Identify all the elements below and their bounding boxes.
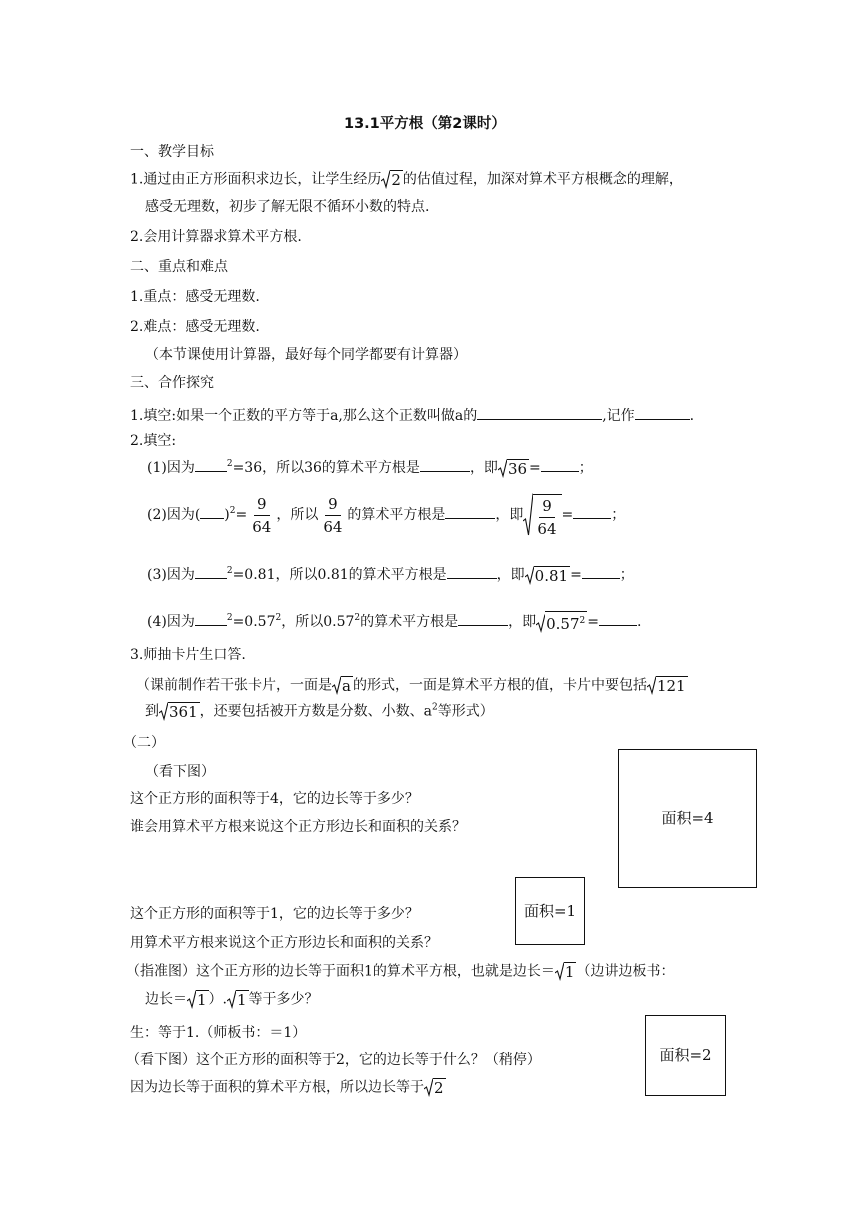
radical-sign-icon — [424, 1078, 433, 1097]
question-2-item-3 — [147, 565, 634, 585]
text-segment: 的形式，一面是算术平方根的值，卡片中要包括 — [352, 677, 647, 694]
radicand: a — [342, 677, 351, 695]
radical-sign-icon — [523, 493, 533, 537]
sqrt-expression — [536, 611, 587, 633]
exponent: 2 — [226, 566, 233, 576]
calculator-note: （本节课使用计算器，最好每个同学都要有计算器） — [145, 347, 467, 363]
text-segment: =36，所以36的算术平方根是 — [232, 460, 420, 476]
sqrt-expression — [523, 493, 561, 537]
text-segment: = — [587, 614, 599, 630]
question-2-item-1 — [147, 458, 593, 478]
radicand: 361 — [169, 703, 198, 721]
denominator: 64 — [323, 517, 343, 536]
question-2-item-2 — [147, 493, 625, 537]
square-area-1 — [515, 877, 585, 945]
question-3-note-line2 — [145, 702, 494, 721]
text-segment: . — [689, 408, 695, 424]
text-segment: ，即 — [495, 507, 524, 523]
sqrt-expression — [555, 962, 577, 981]
look-below-note: （看下图） — [145, 764, 215, 780]
answer-blank — [541, 458, 579, 472]
text-segment: 等形式） — [437, 703, 494, 720]
answer-blank — [635, 406, 690, 420]
text-segment: (2)因为( — [147, 507, 201, 523]
square-2-question: （看下图）这个正方形的面积等于2，它的边长等于什么？（稍停） — [126, 1052, 541, 1068]
exponent: 2 — [432, 702, 438, 713]
radical-sign-icon — [187, 990, 196, 1009]
answer-blank — [195, 612, 227, 626]
question-3: 3.师抽卡片生口答. — [130, 647, 246, 663]
key-point-1: 1.重点：感受无理数. — [130, 289, 260, 305]
fraction — [534, 498, 559, 537]
pointing-explanation-line2 — [145, 990, 319, 1009]
radical-sign-icon — [498, 459, 507, 478]
sqrt-expression — [647, 676, 688, 695]
radical-sign-icon — [647, 676, 656, 695]
text-segment: ) — [224, 507, 230, 523]
question-1 — [130, 406, 694, 423]
radicand: 121 — [656, 677, 686, 695]
denominator: 64 — [537, 520, 557, 538]
sqrt-expression — [159, 702, 200, 721]
text-segment: = — [235, 507, 248, 523]
exponent: 2 — [226, 613, 233, 623]
radical-sign-icon — [381, 170, 390, 189]
answer-blank — [447, 565, 497, 579]
denominator: 64 — [252, 517, 272, 536]
exponent: 2 — [275, 613, 282, 623]
radicand: 0.81 — [534, 566, 569, 585]
radicand: 1 — [237, 991, 247, 1009]
square-area-2 — [645, 1015, 726, 1096]
sqrt-expression — [381, 170, 403, 189]
radical-sign-icon — [332, 676, 341, 695]
radicand-base: 0.57 — [546, 615, 580, 633]
key-point-2: 2.难点：感受无理数. — [130, 319, 260, 335]
text-segment: ； — [578, 460, 593, 476]
sqrt-expression — [525, 566, 570, 585]
text-segment: （课前制作若干张卡片，一面是 — [136, 677, 332, 694]
exponent: 2 — [354, 613, 361, 623]
answer-blank — [599, 612, 637, 626]
section-heading-inquiry: 三、合作探究 — [130, 375, 214, 391]
radicand — [545, 611, 587, 633]
radical-sign-icon — [525, 566, 534, 585]
text-segment: . — [637, 614, 642, 630]
objective-2: 2.会用计算器求算术平方根. — [130, 229, 302, 245]
answer-blank — [582, 565, 620, 579]
sqrt-expression — [187, 990, 209, 1009]
radicand: 1 — [564, 963, 575, 981]
answer-blank — [195, 458, 227, 472]
radical-sign-icon — [159, 702, 168, 721]
text-segment: ； — [619, 567, 634, 583]
square-area-4-label: 面积=4 — [661, 809, 714, 827]
radicand — [533, 494, 561, 538]
numerator: 9 — [254, 496, 270, 516]
text-segment: (4)因为 — [147, 614, 195, 630]
question-3-note-line1 — [136, 676, 688, 695]
text-segment: (3)因为 — [147, 567, 195, 583]
text-segment: ，即 — [508, 614, 537, 630]
pointing-explanation-line1 — [126, 962, 674, 981]
text-segment: （边讲边板书： — [576, 963, 675, 980]
numerator: 9 — [539, 498, 555, 518]
fraction — [249, 496, 274, 535]
square-area-2-label: 面积=2 — [659, 1046, 712, 1064]
section-heading-objectives: 一、教学目标 — [130, 144, 214, 160]
text-segment: 因为边长等于面积的算术平方根，所以边长等于 — [130, 1079, 424, 1096]
text-segment: = — [570, 567, 582, 583]
square-area-4 — [618, 749, 757, 888]
radical-sign-icon — [227, 990, 236, 1009]
text-segment: = — [561, 507, 574, 523]
sqrt-expression — [227, 990, 249, 1009]
radicand: 36 — [507, 459, 528, 478]
text-segment: ,记作 — [602, 408, 635, 424]
radical-sign-icon — [536, 614, 545, 633]
question-2: 2.填空: — [130, 433, 177, 449]
section-heading-part-2: （二） — [123, 735, 165, 751]
question-2-item-4 — [147, 611, 641, 633]
text-segment: ，所以0.57 — [281, 614, 355, 630]
sqrt-expression — [498, 459, 529, 478]
exponent: 2 — [226, 459, 233, 469]
radicand: 1 — [197, 991, 207, 1009]
square-2-conclusion — [130, 1078, 446, 1097]
text-segment: 1.填空:如果一个正数的平方等于a,那么这个正数叫做a的 — [130, 408, 478, 424]
text-segment: 的算术平方根是 — [347, 507, 446, 523]
page-title: 13.1平方根（第2课时） — [344, 116, 506, 132]
answer-blank — [200, 505, 224, 519]
answer-blank — [420, 458, 470, 472]
student-answer: 生：等于1.（师板书：＝1） — [130, 1025, 307, 1041]
square-1-question: 这个正方形的面积等于1，它的边长等于多少？ — [130, 906, 419, 922]
text-segment: 到 — [145, 703, 159, 720]
square-area-1-label: 面积=1 — [523, 901, 577, 920]
text-segment: ，所以 — [276, 507, 319, 523]
fraction — [320, 496, 345, 535]
numerator: 9 — [325, 496, 341, 516]
text-segment: 1.通过由正方形面积求边长，让学生经历 — [130, 171, 382, 188]
answer-blank — [477, 406, 602, 420]
square-4-relation-question: 谁会用算术平方根来说这个正方形边长和面积的关系？ — [130, 819, 466, 835]
text-segment: ，即 — [496, 567, 525, 583]
square-1-relation-question: 用算术平方根来说这个正方形边长和面积的关系？ — [130, 935, 438, 951]
answer-blank — [458, 612, 508, 626]
radical-sign-icon — [555, 962, 564, 981]
text-segment: （指准图）这个正方形的边长等于面积1的算术平方根，也就是边长＝ — [126, 963, 555, 980]
square-4-question: 这个正方形的面积等于4，它的边长等于多少？ — [130, 791, 419, 807]
text-segment: = — [529, 460, 541, 476]
radicand: 2 — [434, 1079, 444, 1097]
sqrt-expression — [332, 676, 353, 695]
text-segment: (1)因为 — [147, 460, 195, 476]
answer-blank — [195, 565, 227, 579]
section-heading-key-points: 二、重点和难点 — [130, 259, 228, 275]
text-segment: ）. — [208, 991, 227, 1008]
text-segment: =0.81，所以0.81的算术平方根是 — [232, 567, 447, 583]
sqrt-expression — [424, 1078, 446, 1097]
text-segment: 等于多少？ — [248, 991, 319, 1008]
objective-1-line1 — [130, 170, 683, 189]
text-segment: ，还要包括被开方数是分数、小数、a — [199, 703, 432, 720]
radicand: 2 — [391, 171, 401, 189]
text-segment: ，即 — [469, 460, 498, 476]
answer-blank — [573, 505, 611, 519]
text-segment: ； — [611, 507, 626, 523]
exponent: 2 — [579, 616, 586, 626]
answer-blank — [445, 505, 495, 519]
text-segment: 边长＝ — [145, 991, 187, 1008]
objective-1-line2: 感受无理数，初步了解无限不循环小数的特点. — [145, 199, 430, 215]
text-segment: 的估值过程，加深对算术平方根概念的理解， — [402, 171, 683, 188]
exponent: 2 — [229, 506, 236, 516]
text-segment: 的算术平方根是 — [360, 614, 459, 630]
text-segment: =0.57 — [232, 614, 276, 630]
